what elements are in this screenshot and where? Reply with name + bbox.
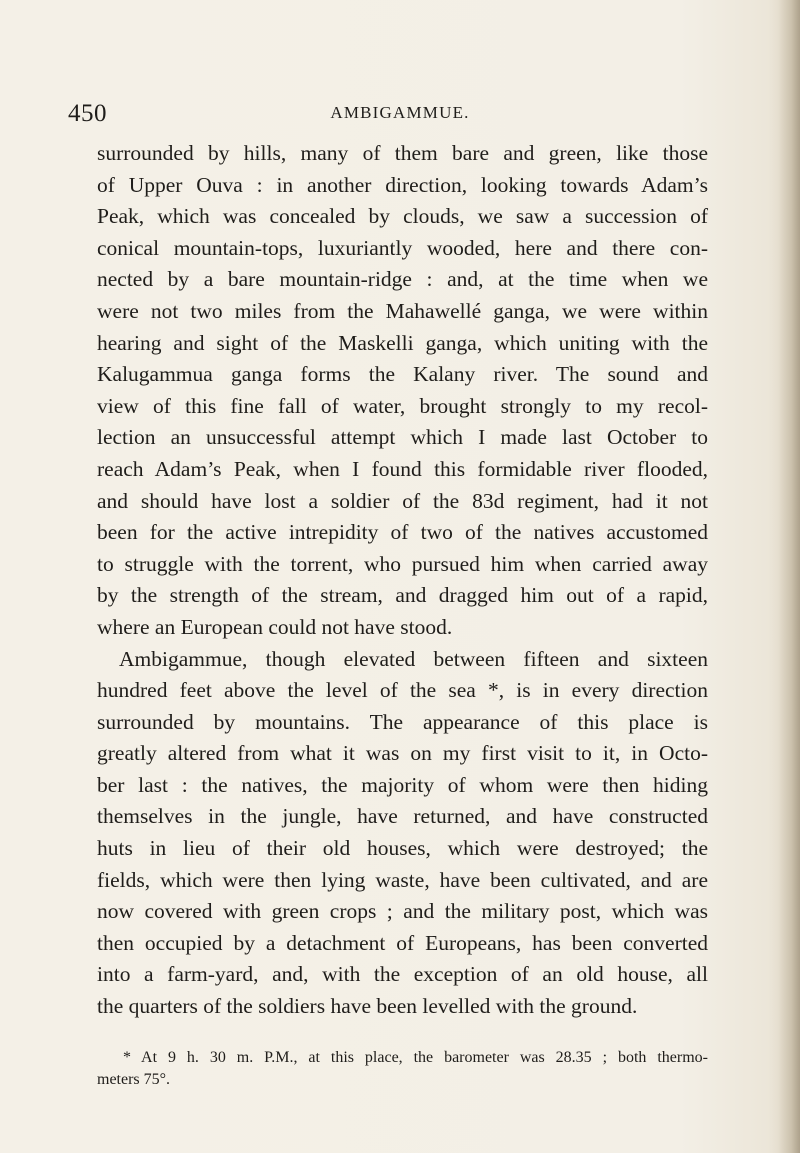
text-line: then occupied by a detachment of Europeans, has been converted bbox=[97, 930, 708, 955]
page-number: 450 bbox=[68, 100, 107, 127]
text-line: surrounded by mountains. The appearance of this place is bbox=[97, 709, 708, 734]
text-line: of Upper Ouva : in another direction, looking towards Adam’s bbox=[97, 172, 708, 197]
text-line: themselves in the jungle, have returned, and have constructed bbox=[97, 804, 708, 829]
body-text bbox=[97, 138, 708, 1023]
text-line: the quarters of the soldiers have been levelled with the ground. bbox=[97, 994, 638, 1019]
text-line: Kalugammua ganga forms the Kalany river. The sound and bbox=[97, 362, 708, 387]
text-line: been for the active intrepidity of two of the natives accustomed bbox=[97, 520, 708, 545]
text-line: reach Adam’s Peak, when I found this formidable river flooded, bbox=[97, 456, 708, 481]
text-line: nected by a bare mountain-ridge : and, at the time when we bbox=[97, 267, 708, 292]
text-line: were not two miles from the Mahawellé ganga, we were within bbox=[97, 298, 708, 323]
text-line: by the strength of the stream, and dragged him out of a rapid, bbox=[97, 583, 708, 608]
text-line: surrounded by hills, many of them bare and green, like those bbox=[97, 141, 708, 165]
text-line: where an European could not have stood. bbox=[97, 614, 453, 639]
text-line: ber last : the natives, the majority of whom were then hiding bbox=[97, 772, 708, 797]
text-line: Peak, which was concealed by clouds, we saw a succession of bbox=[97, 204, 708, 229]
text-line: and should have lost a soldier of the 83d regiment, had it not bbox=[97, 488, 708, 513]
text-line: fields, which were then lying waste, have been cultivated, and are bbox=[97, 867, 708, 892]
text-line: now covered with green crops ; and the military post, which was bbox=[97, 899, 708, 924]
text-line: into a farm-yard, and, with the exception of an old house, all bbox=[97, 962, 708, 987]
text-line: conical mountain-tops, luxuriantly wooded, here and there con- bbox=[97, 235, 708, 260]
text-line: hearing and sight of the Maskelli ganga, which uniting with the bbox=[97, 330, 708, 355]
text-line: view of this fine fall of water, brought strongly to my recol- bbox=[97, 393, 708, 418]
running-head: AMBIGAMMUE. bbox=[330, 103, 470, 122]
text-line: hundred feet above the level of the sea *, is in every direction bbox=[97, 678, 708, 703]
text-line: huts in lieu of their old houses, which were destroyed; the bbox=[97, 836, 708, 861]
footnote-line: * At 9 h. 30 m. P.M., at this place, the barometer was 28.35 ; both thermo- bbox=[123, 1049, 708, 1066]
text-line: to struggle with the torrent, who pursued him when carried away bbox=[97, 551, 708, 576]
page-edge-shadow bbox=[778, 0, 800, 1153]
text-line: greatly altered from what it was on my first visit to it, in Octo- bbox=[97, 741, 708, 766]
text-line: lection an unsuccessful attempt which I made last October to bbox=[97, 425, 708, 450]
text-line: Ambigammue, though elevated between fifteen and sixteen bbox=[119, 646, 708, 671]
footnote-line: meters 75°. bbox=[97, 1071, 171, 1088]
footnote bbox=[97, 1047, 708, 1091]
